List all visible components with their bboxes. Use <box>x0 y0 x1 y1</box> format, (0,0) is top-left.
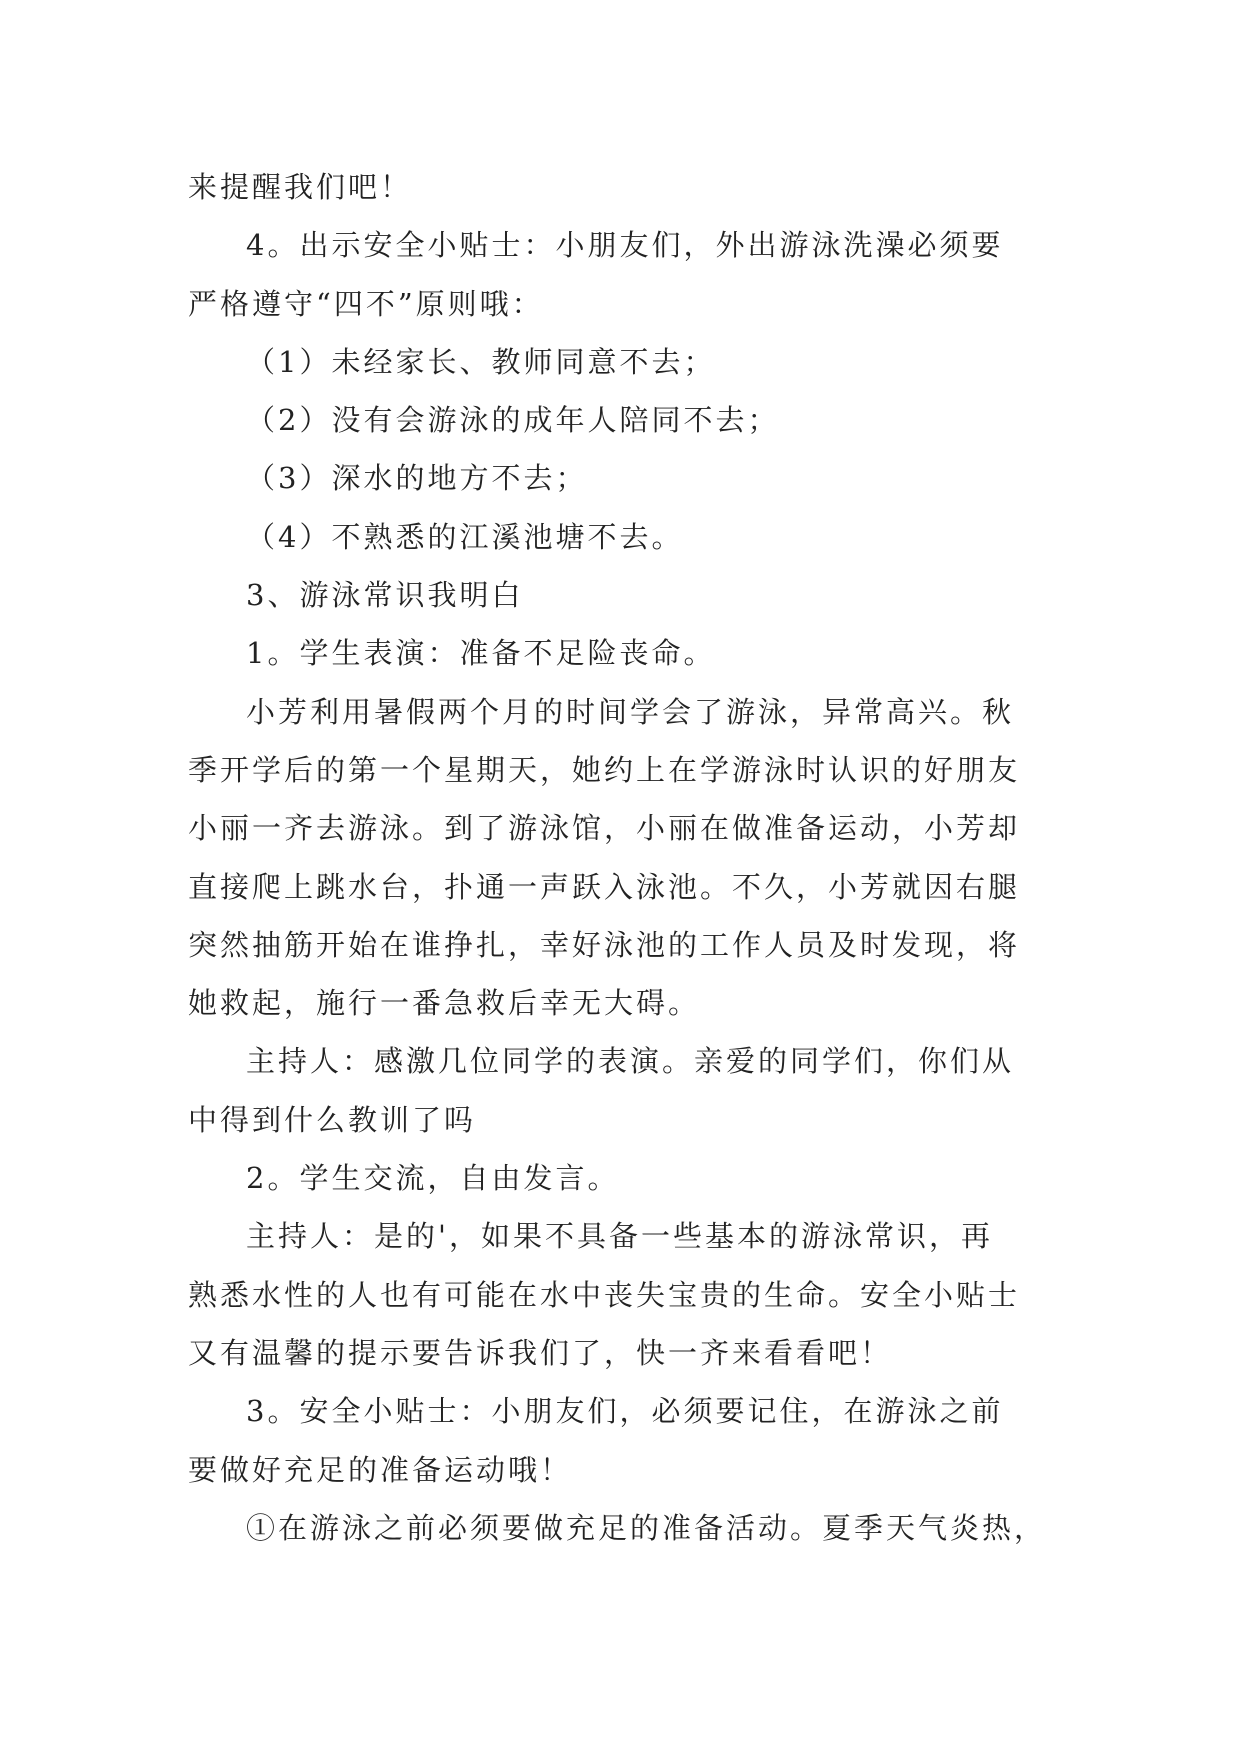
paragraph-line: 小芳利用暑假两个月的时间学会了游泳，异常高兴。秋 <box>246 694 1015 729</box>
paragraph-line: 严格遵守“四不”原则哦： <box>188 286 544 321</box>
paragraph-line: 主持人：感激几位同学的表演。亲爱的同学们，你们从 <box>246 1044 1015 1079</box>
body-text <box>188 158 1068 1557</box>
paragraph-line: 2。学生交流，自由发言。 <box>246 1161 620 1196</box>
paragraph-line: 要做好充足的准备运动哦！ <box>188 1452 573 1487</box>
paragraph-line: 1。学生表演：准备不足险丧命。 <box>246 636 716 671</box>
paragraph-line: 直接爬上跳水台，扑通一声跃入泳池。不久，小芳就因右腿 <box>188 869 1021 904</box>
paragraph-line: 来提醒我们吧！ <box>188 170 413 204</box>
paragraph-line: 她救起，施行一番急救后幸无大碍。 <box>188 986 701 1021</box>
paragraph-line: 4。出示安全小贴士：小朋友们，外出游泳洗澡必须要 <box>246 228 1004 263</box>
paragraph-line: 小丽一齐去游泳。到了游泳馆，小丽在做准备运动，小芳却 <box>188 811 1021 846</box>
paragraph-line: 突然抽筋开始在谁挣扎，幸好泳池的工作人员及时发现，将 <box>188 927 1021 962</box>
paragraph-line: （2）没有会游泳的成年人陪同不去； <box>246 403 780 438</box>
paragraph-line: 熟悉水性的人也有可能在水中丧失宝贵的生命。安全小贴士 <box>188 1277 1021 1312</box>
paragraph-line: 又有温馨的提示要告诉我们了，快一齐来看看吧！ <box>188 1335 893 1370</box>
paragraph-line: 主持人：是的'，如果不具备一些基本的游泳常识，再 <box>246 1219 993 1254</box>
paragraph-line: 3。安全小贴士：小朋友们，必须要记住，在游泳之前 <box>246 1394 1004 1429</box>
paragraph-line: ①在游泳之前必须要做充足的准备活动。夏季天气炎热， <box>246 1510 1047 1545</box>
paragraph-line: （4）不熟悉的江溪池塘不去。 <box>246 519 684 554</box>
paragraph-line: 3、游泳常识我明白 <box>246 578 524 613</box>
paragraph-line: 季开学后的第一个星期天，她约上在学游泳时认识的好朋友 <box>188 752 1021 787</box>
paragraph-line: （3）深水的地方不去； <box>246 461 588 496</box>
paragraph-line: （1）未经家长、教师同意不去； <box>246 344 716 379</box>
paragraph-line: 中得到什么教训了吗 <box>188 1102 477 1137</box>
